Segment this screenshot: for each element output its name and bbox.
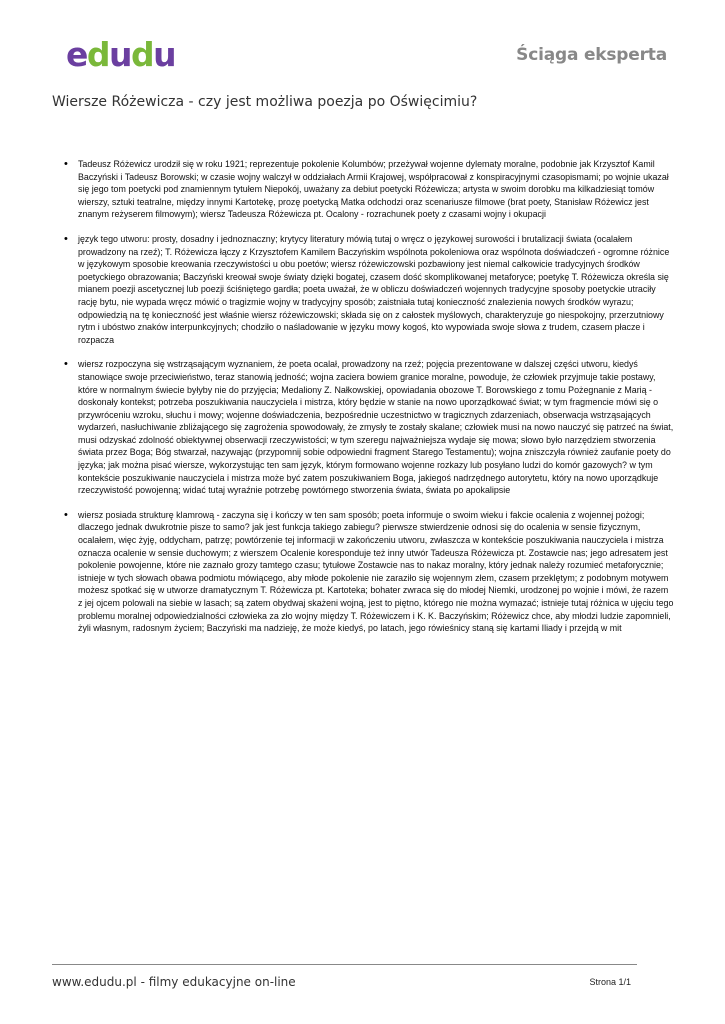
page-title: Wiersze Różewicza - czy jest możliwa poezja po Oświęcimiu? xyxy=(52,94,478,110)
list-item xyxy=(62,233,674,346)
list-item xyxy=(62,158,674,221)
footer-divider xyxy=(52,964,637,965)
bullet-icon: • xyxy=(64,232,68,245)
svg-text:edudu: edudu xyxy=(66,36,176,74)
list-item xyxy=(62,358,674,497)
list-item-text: wiersz posiada strukturę klamrową - zaczyna się i kończy w ten sam sposób; poeta informuje o swoim wieku i fakcie ocalenia z wojennej pożogi; dlaczego jednak dwukrotnie pisze to samo? jak jest funkcja takiego zabiegu? pierwsze stwierdzenie odnosi się do ocalenia w sensie fizycznym, ocalałem, więc żyję, oddycham, patrzę; powtórzenie tej informacji w zakończeniu utworu, zwłaszcza w kontekście poszukiwania nauczyciela i mistrza oznacza ocalenie w sensie duchowym; z wierszem Ocalenie koresponduje też inny utwór Tadeusza Różewicza pt. Zostawcie nas; jego adresatem jest pokolenie powojenne, które nie zaznało grozy tamtego czasu; tytułowe Zostawcie nas to nakaz moralny, który jednak należy rozumieć metaforycznie; istnieje w tych słowach obawa podmiotu mówiącego, aby młode pokolenie nie zaraziło się wojennym złem, czasem przeklętym; z podobnym motywem możesz spotkać się w utworze dramatycznym T. Różewicza pt. Kartoteka; bohater zwraca się do młodej Niemki, urodzonej po wojnie i mówi, że razem z jej ojcem polowali na siebie w lasach; są zatem obydwaj skażeni wojną, jest to piętno, którego nie można wymazać; istnieje tutaj różnica w ujęciu tego problemu moralnej odpowiedzialności człowieka za zło wojny między T. Różewiczem i K. K. Baczyńskim; Różewicz chce, aby młodzi ludzie zapomnieli, żyli własnym, radosnym życiem; Baczyński ma nadzieję, że może kiedyś, po latach, jego rówieśnicy staną się kartami Iliady i przejdą w mit xyxy=(78,509,674,634)
list-item xyxy=(62,509,674,635)
list-item-text: wiersz rozpoczyna się wstrząsającym wyznaniem, że poeta ocalał, prowadzony na rzeź; pojęcia prezentowane w dalszej części utworu, kiedyś stanowiące swoje przeciwieństwo, teraz stanowią jedność; wojna zaciera bowiem granice moralne, powoduje, że człowiek przyjmuje takie postawy, które w normalnym świecie byłyby nie do przyjęcia; Medaliony Z. Nałkowskiej, opowiadania obozowe T. Borowskiego z tomu Pożegnanie z Marią - doskonały kontekst; potrzeba poszukiwania nauczyciela i mistrza, który będzie w stanie na nowo uporządkować świat; w tym fragmencie mówi się o przywróceniu wzroku, słuchu i mowy; wojenne doświadczenia, bezpośrednie uczestnictwo w tragicznych zdarzeniach, obserwacja wstrząsających wydarzeń, nasłuchiwanie zbliżającego się zagrożenia spowodowały, że zmysły te zostały skalane; człowiek musi na nowo nauczyć się patrzeć na świat, musi odzyskać zdolność obiektywnej obserwacji rzeczywistości; w tym szeregu najważniejsza wydaje się mowa; słowo było narzędziem stworzenia świata przez Boga; Bóg stwarzał, nazywając (przypomnij sobie odpowiedni fragment Starego Testamentu); wojna zniszczyła również zaufanie poety do języka; jak można pisać wiersze, wykorzystując ten sam język, którym formowano wojenne rozkazy lub posyłano ludzi do komór gazowych? w tym kontekście poszukiwanie nauczyciela i mistrza może być zatem poszukiwaniem Boga, jakiegoś nadrzędnego autorytetu, który na nowo uporządkuje rzeczywistość powojenną; widać tutaj wyraźnie potrzebę powtórnego stworzenia świata, świata po apokalipsie xyxy=(78,359,674,496)
bullet-icon: • xyxy=(64,508,68,521)
page-number: Strona 1/1 xyxy=(589,977,631,987)
list-item-text: Tadeusz Różewicz urodził się w roku 1921; reprezentuje pokolenie Kolumbów; przeżywał wojenne dylematy moralne, podobnie jak Krzysztof Kamil Baczyński i Tadeusz Borowski; w czasie wojny walczył w oddziałach Armii Krajowej, współpracował z konspiracyjnymi czasopismami; po wojnie ukazał się jego tom poetycki pod znamiennym tytułem Niepokój, uważany za debiut poetycki Różewicza; artysta w swoim dorobku ma kilkadziesiąt tomów wierszy, sztuki teatralne, między innymi Kartotekę, prozę poetycką Matka odchodzi oraz scenariusze filmowe (brat poety, Stanisław Różewicz jest znanym reżyserem filmowym); wiersz Tadeusza Różewicza pt. Ocalony - rozrachunek poety z czasami wojny i okupacji xyxy=(78,159,669,220)
bullet-list xyxy=(62,158,674,647)
bullet-icon: • xyxy=(64,158,68,170)
list-item-text: język tego utworu: prosty, dosadny i jednoznaczny; krytycy literatury mówią tutaj o wręcz o językowej surowości i brutalizacji świata (ocalałem prowadzony na rzeź); T. Różewicza łączy z Krzysztofem Kamilem Baczyńskim wspólnota pokoleniowa oraz wspólnota doświadczeń - ogromne różnice w językowym sposobie kreowania rzeczywistości u obu poetów; wiersz różewiczowski pozbawiony jest niemal całkowicie tradycyjnych środków poetyckiego obrazowania; Baczyński kreował swoje światy dzięki bogatej, czasem dość skomplikowanej metaforyce; poetykę T. Różewicza określa się mianem poezji ascetycznej lub poezji ściśniętego gardła; poeta uważał, że w obliczu doświadczeń wojennych tradycyjne sposoby poetyckie utraciły rację bytu, nie wypada wręcz mówić o tragizmie wojny w tradycyjny sposób; zaistniała tutaj konieczność znalezienia nowych środków wyrazu; odpowiedzią na tę konieczność jest właśnie wiersz różewiczowski; składa się on z całostek myślowych, charakteryzuje go niespokojny, przerzutniowy rytm i ubóstwo znaków interpunkcyjnych; chodziło o naśladowanie w języku mowy kogoś, kto wypowiada swoje słowa z trudem, czasem płacze i rozpacza xyxy=(78,233,670,345)
footer-site-link[interactable]: www.edudu.pl - filmy edukacyjne on-line xyxy=(52,975,296,989)
brand-tagline: Ściąga eksperta xyxy=(516,45,667,65)
edudu-logo xyxy=(66,36,196,76)
bullet-icon: • xyxy=(64,358,68,371)
